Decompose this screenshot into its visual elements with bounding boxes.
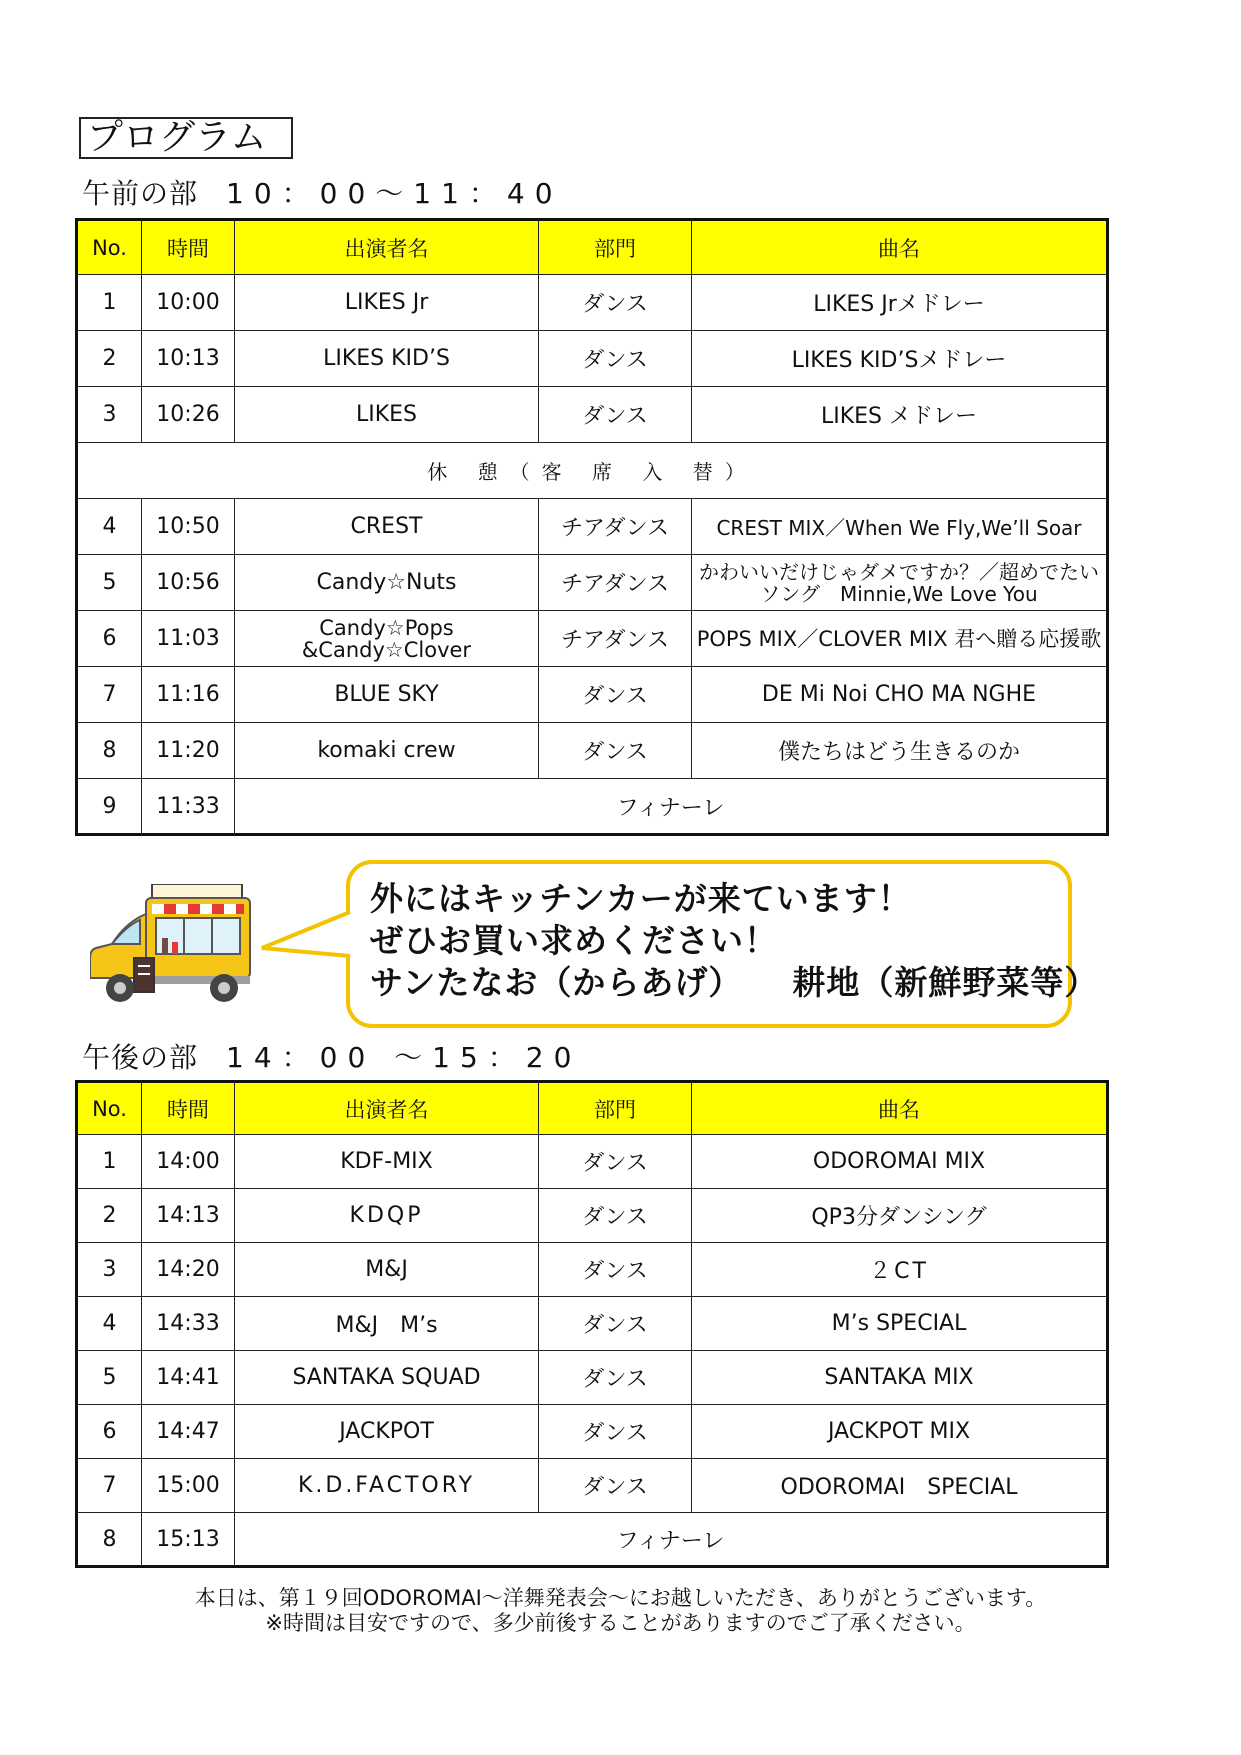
row-song: POPS MIX／CLOVER MIX 君へ贈る応援歌 [692, 611, 1108, 667]
row-performer: SANTAKA SQUAD [235, 1351, 539, 1405]
row-song: ２CT [692, 1243, 1108, 1297]
table-row [77, 331, 1108, 387]
row-performer: BLUE SKY [235, 667, 539, 723]
table-row [77, 1243, 1108, 1297]
header-dept: 部門 [539, 220, 692, 275]
row-time: 15:13 [142, 1513, 235, 1567]
row-performer: LIKES [235, 387, 539, 443]
finale-row [77, 779, 1108, 835]
row-song: M’s SPECIAL [692, 1297, 1108, 1351]
morning-label: 午前の部 [82, 177, 199, 210]
row-song: CREST MIX／When We Fly,We’ll Soar [692, 499, 1108, 555]
row-song: かわいいだけじゃダメですか？／超めでたいソング Minnie,We Love You [692, 555, 1108, 611]
table-row [77, 555, 1108, 611]
row-dept: ダンス [539, 1297, 692, 1351]
row-time: 14:20 [142, 1243, 235, 1297]
table-row [77, 387, 1108, 443]
notice-line1: 外にはキッチンカーが来ています！ [370, 879, 912, 918]
row-time: 14:13 [142, 1189, 235, 1243]
row-no: 5 [77, 1351, 142, 1405]
row-time: 10:56 [142, 555, 235, 611]
row-time: 10:13 [142, 331, 235, 387]
table-row [77, 611, 1108, 667]
row-performer: M&J M’s [235, 1297, 539, 1351]
finale-label: フィナーレ [235, 1513, 1108, 1567]
header-time: 時間 [142, 1082, 235, 1135]
row-song: 僕たちはどう生きるのか [692, 723, 1108, 779]
table-row [77, 1189, 1108, 1243]
row-dept: ダンス [539, 1243, 692, 1297]
break-label: 休 憩（客 席 入 替） [77, 443, 1108, 499]
table-row [77, 1135, 1108, 1189]
row-song: ODOROMAI SPECIAL [692, 1459, 1108, 1513]
bubble-tail [258, 908, 354, 968]
row-song: LIKES Jrメドレー [692, 275, 1108, 331]
row-time: 14:00 [142, 1135, 235, 1189]
morning-heading [82, 172, 563, 212]
finale-row [77, 1513, 1108, 1567]
row-performer: KDF-MIX [235, 1135, 539, 1189]
header-performer: 出演者名 [235, 220, 539, 275]
row-no: 1 [77, 1135, 142, 1189]
row-performer: LIKES KID’S [235, 331, 539, 387]
row-song: ODOROMAI MIX [692, 1135, 1108, 1189]
row-song: QP3分ダンシング [692, 1189, 1108, 1243]
row-dept: ダンス [539, 1351, 692, 1405]
notice-line3b: 耕地（新鮮野菜等） [792, 963, 1099, 1002]
row-time: 10:26 [142, 387, 235, 443]
row-performer: K.D.FACTORY [235, 1459, 539, 1513]
table-row [77, 1405, 1108, 1459]
row-time: 10:00 [142, 275, 235, 331]
row-song: LIKES KID’Sメドレー [692, 331, 1108, 387]
table-row [77, 275, 1108, 331]
row-no: 6 [77, 1405, 142, 1459]
row-no: 6 [77, 611, 142, 667]
row-performer: M&J [235, 1243, 539, 1297]
food-truck-icon [90, 884, 266, 1012]
row-no: 9 [77, 779, 142, 835]
row-time: 11:20 [142, 723, 235, 779]
row-dept: ダンス [539, 1405, 692, 1459]
morning-time: 10：00～11：40 [226, 177, 563, 210]
row-dept: ダンス [539, 331, 692, 387]
row-no: 4 [77, 499, 142, 555]
row-time: 14:41 [142, 1351, 235, 1405]
row-no: 8 [77, 1513, 142, 1567]
row-performer: KDQP [235, 1189, 539, 1243]
row-dept: チアダンス [539, 555, 692, 611]
row-time: 14:47 [142, 1405, 235, 1459]
notice-text [370, 878, 1098, 1004]
row-dept: ダンス [539, 1459, 692, 1513]
row-no: 3 [77, 1243, 142, 1297]
header-time: 時間 [142, 220, 235, 275]
row-no: 4 [77, 1297, 142, 1351]
finale-label: フィナーレ [235, 779, 1108, 835]
notice-line2: ぜひお買い求めください！ [370, 921, 778, 960]
header-performer: 出演者名 [235, 1082, 539, 1135]
row-no: 8 [77, 723, 142, 779]
break-row [77, 443, 1108, 499]
row-song: JACKPOT MIX [692, 1405, 1108, 1459]
afternoon-table [75, 1080, 1109, 1568]
table-row [77, 1297, 1108, 1351]
row-performer: JACKPOT [235, 1405, 539, 1459]
row-time: 10:50 [142, 499, 235, 555]
row-performer: CREST [235, 499, 539, 555]
row-no: 2 [77, 1189, 142, 1243]
table-row [77, 1351, 1108, 1405]
row-dept: チアダンス [539, 499, 692, 555]
notice-line3a: サンたなお（からあげ） [370, 963, 743, 1002]
row-song: SANTAKA MIX [692, 1351, 1108, 1405]
row-time: 11:16 [142, 667, 235, 723]
row-no: 7 [77, 1459, 142, 1513]
row-time: 11:03 [142, 611, 235, 667]
row-no: 1 [77, 275, 142, 331]
footer-thanks: 本日は、第１９回ODOROMAI～洋舞発表会～にお越しいただき、ありがとうございます。 [194, 1586, 1047, 1610]
afternoon-heading [82, 1036, 581, 1076]
footer-note: ※時間は目安ですので、多少前後することがありますのでご了承ください。 [265, 1611, 976, 1635]
afternoon-label: 午後の部 [82, 1041, 199, 1074]
header-no: No. [77, 1082, 142, 1135]
table-row [77, 723, 1108, 779]
header-song: 曲名 [692, 220, 1108, 275]
row-time: 15:00 [142, 1459, 235, 1513]
row-time: 11:33 [142, 779, 235, 835]
row-performer: komaki crew [235, 723, 539, 779]
row-dept: ダンス [539, 1135, 692, 1189]
table-row [77, 667, 1108, 723]
morning-table [75, 218, 1109, 836]
table-row [77, 499, 1108, 555]
header-song: 曲名 [692, 1082, 1108, 1135]
row-song: LIKES メドレー [692, 387, 1108, 443]
row-dept: ダンス [539, 275, 692, 331]
row-dept: ダンス [539, 1189, 692, 1243]
row-time: 14:33 [142, 1297, 235, 1351]
row-dept: ダンス [539, 723, 692, 779]
row-dept: チアダンス [539, 611, 692, 667]
afternoon-time: 14：00 ～15：20 [226, 1041, 582, 1074]
table-row [77, 1459, 1108, 1513]
row-performer: Candy☆Nuts [235, 555, 539, 611]
row-song: DE Mi Noi CHO MA NGHE [692, 667, 1108, 723]
afternoon-header-row [77, 1082, 1108, 1135]
header-no: No. [77, 220, 142, 275]
row-no: 3 [77, 387, 142, 443]
row-performer: Candy☆Pops &Candy☆Clover [235, 611, 539, 667]
page-title: プログラム [79, 117, 293, 159]
row-dept: ダンス [539, 387, 692, 443]
row-no: 7 [77, 667, 142, 723]
morning-header-row [77, 220, 1108, 275]
row-no: 2 [77, 331, 142, 387]
row-performer: LIKES Jr [235, 275, 539, 331]
row-dept: ダンス [539, 667, 692, 723]
header-dept: 部門 [539, 1082, 692, 1135]
row-no: 5 [77, 555, 142, 611]
